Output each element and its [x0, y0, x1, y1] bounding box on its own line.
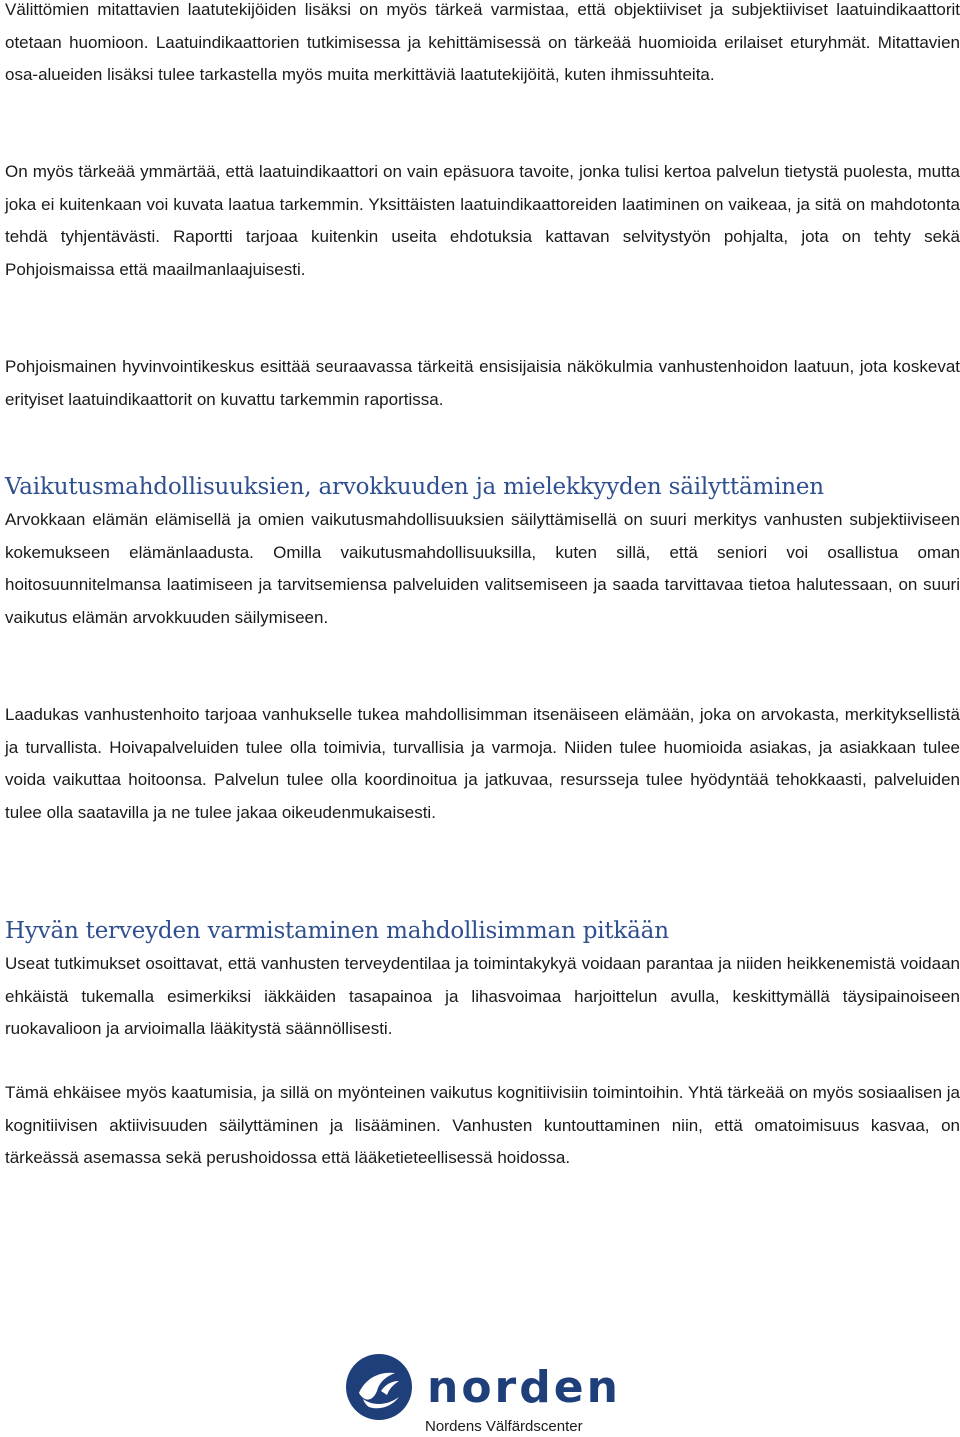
- logo-wordmark: norden: [427, 1362, 621, 1413]
- paragraph-quality-indicators: Välittömien mitattavien laatutekijöiden lisäksi on myös tärkeä varmistaa, että objektiiviset ja subjektiiviset laatuindikaattorit otetaan huomioon. Laatuindikaattorien tutkimisessa ja kehittämisessä on tärkeää huomioida erilaiset eturyhmät. Mitattavien osa-alueiden lisäksi tulee tarkastella myös muita merkittäviä laatutekijöitä, kuten ihmissuhteita.: [5, 0, 960, 85]
- logo-subtitle: Nordens Välfärdscenter: [425, 1418, 583, 1435]
- paragraph-dignified-life: Arvokkaan elämän elämisellä ja omien vaikutusmahdollisuuksien säilyttämisellä on suuri merkitys vanhusten subjektiiviseen kokemukseen elämänlaadusta. Omilla vaikutusmahdollisuuksilla, kuten sillä, että seniori voi osallistua oman hoitosuunnitelmansa laatimiseen ja tarvitsemiensa palveluiden valitsemiseen ja saada tarvittavaa tietoa halutessaan, on suuri vaikutus elämän arvokkuuden säilymiseen.: [5, 510, 960, 627]
- heading-influence-dignity: Vaikutusmahdollisuuksien, arvokkuuden ja mielekkyyden säilyttäminen: [5, 474, 824, 500]
- paragraph-prevention: Tämä ehkäisee myös kaatumisia, ja sillä on myönteinen vaikutus kognitiivisiin toimintoihin. Yhtä tärkeää on myös sosiaalisen ja kognitiivisen aktiivisuuden säilyttäminen ja lisääminen. Vanhusten kuntouttaminen niin, että omatoimisuus kasvaa, on tärkeässä asemassa sekä perushoidossa että lääketieteellisessä hoidossa.: [5, 1083, 960, 1168]
- heading-good-health: Hyvän terveyden varmistaminen mahdollisimman pitkään: [5, 918, 669, 944]
- paragraph-quality-care: Laadukas vanhustenhoito tarjoaa vanhukselle tukea mahdollisimman itsenäiseen elämään, joka on arvokasta, merkityksellistä ja turvallista. Hoivapalveluiden tulee olla toimivia, turvallisia ja varmoja. Niiden tulee huomioida asiakas, ja asiakkaan tulee voida vaikuttaa hoitoonsa. Palvelun tulee olla koordinoitua ja jatkuvaa, resursseja tulee hyödyntää tehokkaasti, palveluiden tulee olla saatavilla ja ne tulee jakaa oikeudenmukaisesti.: [5, 705, 960, 822]
- swan-emblem-icon: [345, 1353, 413, 1421]
- paragraph-indirect-goal: On myös tärkeää ymmärtää, että laatuindikaattori on vain epäsuora tavoite, jonka tulisi kertoa palvelun tietystä puolesta, mutta joka ei kuitenkaan voi kuvata laatua tarkemmin. Yksittäisten laatuindikaattoreiden laatiminen on vaikeaa, ja sitä on mahdotonta tehdä tyhjentävästi. Raportti tarjoaa kuitenkin useita ehdotuksia kattavan selvitystyön pohjalta, jota on tehty sekä Pohjoismaissa että maailmanlaajuisesti.: [5, 162, 960, 279]
- paragraph-nordic-center: Pohjoismainen hyvinvointikeskus esittää seuraavassa tärkeitä ensisijaisia näkökulmia vanhustenhoidon laatuun, jota koskevat erityiset laatuindikaattorit on kuvattu tarkemmin raportissa.: [5, 357, 960, 409]
- norden-logo: [345, 1350, 625, 1437]
- paragraph-research: Useat tutkimukset osoittavat, että vanhusten terveydentilaa ja toimintakykyä voidaan parantaa ja niiden heikkenemistä voidaan ehkäistä tukemalla esimerkiksi iäkkäiden tasapainoa ja lihasvoimaa harjoittelun avulla, keskittymällä täysipainoiseen ruokavalioon ja arvioimalla lääkitystä säännöllisesti.: [5, 954, 960, 1039]
